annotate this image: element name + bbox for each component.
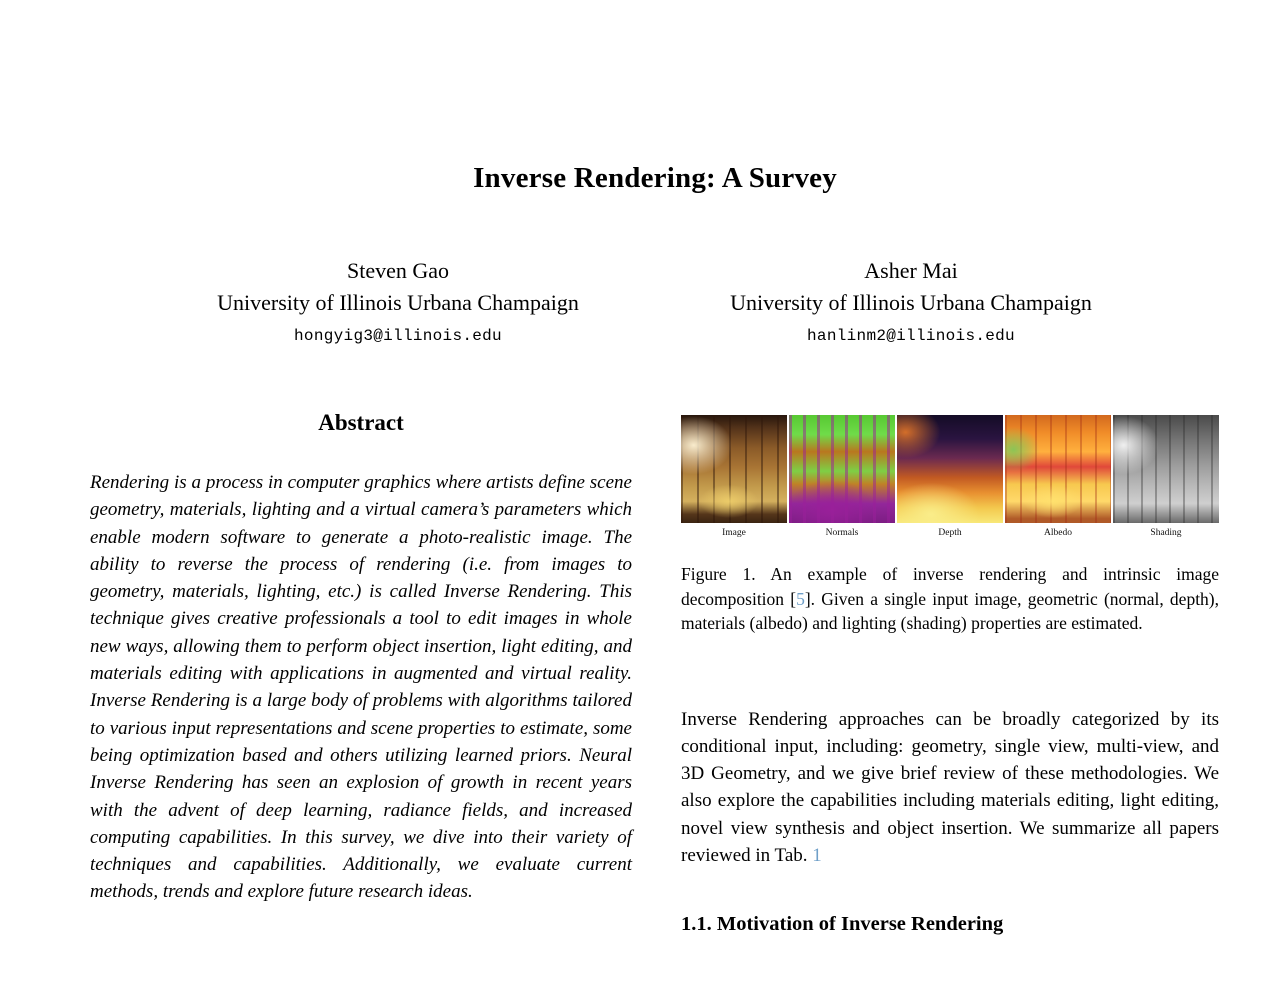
right-column: [681, 415, 1219, 936]
author-name: Steven Gao: [346, 258, 450, 283]
intro-paragraph-text: Inverse Rendering approaches can be broadly categorized by its conditional input, including: geometry, single view, multi-view, and 3D Geometry, and we give brief review of these methodologies. We also explore the capabilities including materials editing, light editing, novel view synthesis and object insertion. We summarize all papers reviewed in Tab.: [681, 708, 1219, 866]
paper-title: Inverse Rendering: A Survey: [473, 162, 837, 194]
panel-label-normals: Normals: [825, 528, 859, 538]
figure1-panel-shading: [1113, 415, 1219, 523]
figure1-panel-labels: [681, 528, 1219, 538]
figure-1: [681, 415, 1219, 636]
author-block-1: [142, 255, 654, 347]
figure1-panel-albedo: [1005, 415, 1111, 523]
panel-label-shading: Shading: [1150, 528, 1182, 538]
author-email: hongyig3@illinois.edu: [294, 327, 502, 345]
author-affiliation: University of Illinois Urbana Champaign: [730, 290, 1092, 315]
abstract-heading: Abstract: [318, 410, 404, 435]
table-ref-1[interactable]: 1: [812, 844, 822, 866]
panel-label-image: Image: [722, 528, 746, 538]
panel-label-depth: Depth: [938, 528, 962, 538]
figure1-caption-text-before: Figure 1. An example of inverse rendering and intrinsic image decomposition [: [681, 564, 1219, 609]
citation-ref-5[interactable]: 5: [796, 588, 805, 609]
figure1-caption-text-after: ]. Given a single input image, geometric (normal, depth), materials (albedo) and lighting (shading) properties are estimated.: [681, 588, 1220, 633]
figure1-caption: [681, 562, 1219, 636]
figure1-panel-normals: [789, 415, 895, 523]
left-column: [90, 410, 632, 906]
author-email: hanlinm2@illinois.edu: [807, 327, 1015, 345]
panel-label-albedo: Albedo: [1044, 528, 1072, 538]
author-name: Asher Mai: [864, 258, 958, 283]
section-heading-1-1: 1.1. Motivation of Inverse Rendering: [681, 913, 1004, 936]
author-block-row: [0, 255, 1280, 365]
figure1-panel-depth: [897, 415, 1003, 523]
figure1-image-strip: [681, 415, 1219, 523]
author-block-2: [655, 255, 1167, 347]
figure1-panel-image: [681, 415, 787, 523]
intro-paragraph: [681, 706, 1219, 870]
author-affiliation: University of Illinois Urbana Champaign: [217, 290, 579, 315]
abstract-text: Rendering is a process in computer graphics where artists define scene geometry, materials, lighting and a virtual camera’s parameters which enable modern software to generate a photo-realistic image. The ability to reverse the process of rendering (i.e. from images to geometry, materials, lighting, etc.) is called Inverse Rendering. This technique gives creative professionals a tool to edit images in whole new ways, allowing them to perform object insertion, light editing, and materials editing with applications in augmented and virtual reality. Inverse Rendering is a large body of problems with algorithms tailored to various input representations and scene properties to estimate, some being optimization based and others utilizing learned priors. Neural Inverse Rendering has seen an explosion of growth in recent years with the advent of deep learning, radiance fields, and increased computing capabilities. In this survey, we dive into their variety of techniques and capabilities. Additionally, we evaluate current methods, trends and explore future research ideas.: [90, 472, 632, 903]
